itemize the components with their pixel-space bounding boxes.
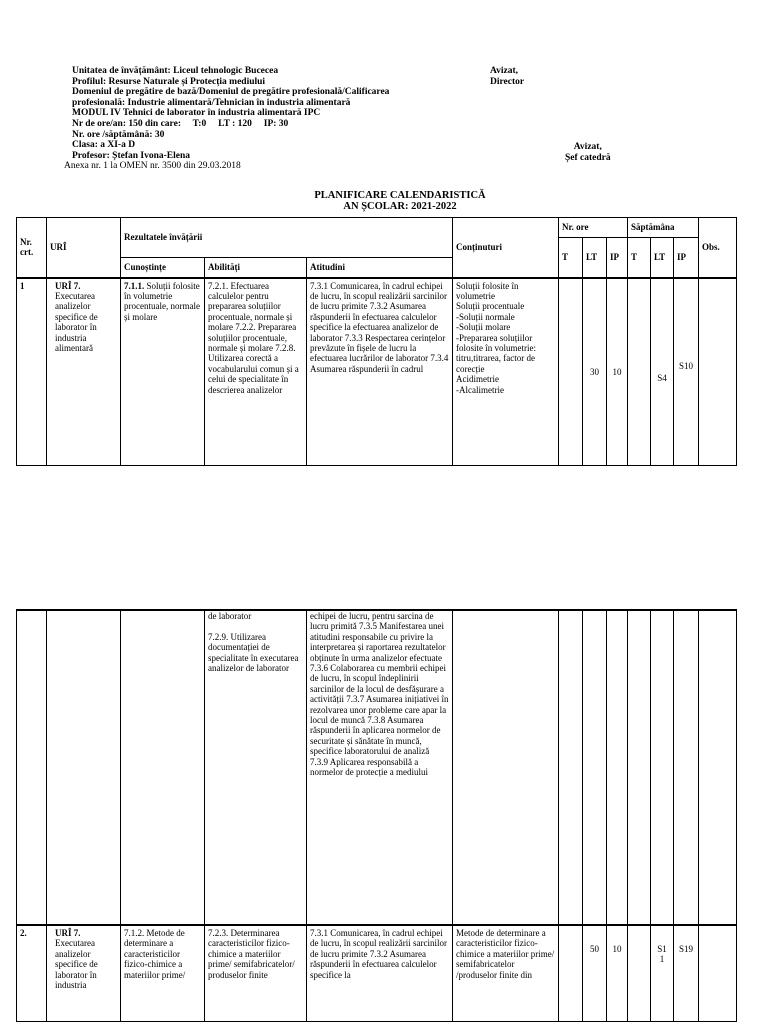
hours-ip: 10: [607, 925, 628, 1021]
obs-cell: [699, 925, 737, 1021]
hours-lt: [583, 610, 607, 925]
obs-cell: [699, 610, 737, 925]
table-row: [17, 925, 737, 1021]
week-lt: [651, 610, 674, 925]
header-nr-ore: Nr. ore: [559, 218, 628, 238]
document-header: [64, 66, 712, 172]
header-rezultate: Rezultatele învățării: [121, 218, 453, 258]
header-week-t: T: [628, 238, 651, 278]
document-title: [0, 190, 768, 212]
hours-t: [559, 925, 583, 1021]
uri-cell: [47, 278, 121, 466]
atitudini-cell: 7.3.1 Comunicarea, în cadrul echipei de lucru, în scopul realizării sarcinilor de lucru primite 7.3.2 Asumarea răspunderii în efectuarea calculelor specifice la: [307, 925, 453, 1021]
annex-reference: Anexa nr. 1 la OMEN nr. 3500 din 29.03.2018: [64, 161, 241, 172]
header-nr-crt: Nr. crt.: [17, 218, 47, 278]
atitudini-cell: echipei de lucru, pentru sarcina de lucru primită 7.3.5 Manifestarea unei atitudini responsabile cu privire la interpretarea și raportarea rezultatelor obținute în urma analizelor efectuate 7.3.6 Colaborarea cu membrii echipei de lucru, în scopul îndeplinirii sarcinilor de la locul de desfășurare a activității 7.3.7 Asumarea inițiativei în rezolvarea unor probleme care apar la locul de muncă 7.3.8 Asumarea răspunderii în aplicarea normelor de securitate și sănătate în muncă, specifice laboratorului de analiză 7.3.9 Aplicarea responsabilă a normelor de protecție a mediului: [307, 610, 453, 925]
approval-head-label: Avizat,: [573, 142, 602, 152]
row-number: 2.: [17, 925, 47, 1021]
continuturi-cell: Soluții folosite în volumetrie Soluții procentuale -Soluții normale -Soluții molare -Prepararea soluțiilor folosite în volumetrie: titru,titrarea, factor de corecție Acidimetrie -Alcalimetrie: [453, 278, 559, 466]
week-t: [628, 278, 651, 466]
header-week-lt: LT: [651, 238, 674, 278]
cunostinte-code: 7.1.1.: [124, 280, 145, 291]
header-saptamana: Săptămâna: [628, 218, 699, 238]
uri-cell: [47, 610, 121, 925]
header-atitudini: Atitudini: [307, 258, 453, 278]
domain-line-1: Domeniul de pregătire de bază/Domeniul de pregătire profesională/Calificarea: [72, 87, 390, 98]
cunostinte-cell: [121, 610, 205, 925]
approval-director: [490, 66, 524, 87]
table-row: [17, 278, 737, 466]
module: MODUL IV Tehnici de laborator în industria alimentară IPC: [72, 108, 321, 119]
hours-t: [559, 278, 583, 466]
row-number: [17, 610, 47, 925]
abilitati-cell: 7.2.3. Determinarea caracteristicilor fizico-chimice a materiilor prime/ semifabricatelor/ produselor finite: [205, 925, 307, 1021]
header-continuturi: Conținuturi: [453, 218, 559, 278]
title-line-2: AN ȘCOLAR: 2021-2022: [343, 201, 457, 212]
class: Clasa: a XI-a D: [72, 140, 136, 151]
continuturi-cell: Metode de determinare a caracteristicilor fizico-chimice a materiilor prime/ semifabricatelor /produselor finite din: [453, 925, 559, 1021]
week-ip: [674, 610, 699, 925]
header-obs: Obs.: [699, 218, 737, 278]
cunostinte-cell: [121, 278, 205, 466]
planning-table-page-1: [16, 217, 737, 466]
hours-t: [559, 610, 583, 925]
hours-per-week: Nr. ore /săptămână: 30: [72, 129, 165, 140]
uri-title: URÎ 7.: [55, 280, 81, 291]
table-row: [17, 610, 737, 925]
approval-head: [565, 142, 611, 163]
teacher: Profesor: Ștefan Ivona-Elena: [72, 150, 191, 161]
obs-cell: [699, 278, 737, 466]
continuturi-cell: [453, 610, 559, 925]
header-uri: URÎ: [47, 218, 121, 278]
cunostinte-text: Soluții folosite în volumetrie procentuale, normale și molare: [124, 280, 200, 322]
cunostinte-cell: 7.1.2. Metode de determinare a caracteristicilor fizico-chimice a materiilor prime/: [121, 925, 205, 1021]
header-cunostinte: Cunoștințe: [121, 258, 205, 278]
title-line-1: PLANIFICARE CALENDARISTICĂ: [314, 190, 486, 201]
header-ip: IP: [607, 238, 628, 278]
school-unit: Unitatea de învățământ: Liceul tehnologic Bucecea: [72, 66, 279, 76]
domain-line-2: profesională: Industrie alimentară/Tehnician în industria alimentară: [72, 97, 351, 108]
profile: Profilul: Resurse Naturale și Protecția mediului: [72, 76, 266, 87]
abilitati-cell: de laborator 7.2.9. Utilizarea documentației de specialitate în executarea analizelor de laborator: [205, 610, 307, 925]
header-lt: LT: [583, 238, 607, 278]
hours-ip: [607, 610, 628, 925]
uri-text: Executarea analizelor specifice de laborator în industria: [55, 938, 98, 991]
week-ip: S10: [674, 278, 699, 466]
atitudini-cell: 7.3.1 Comunicarea, în cadrul echipei de lucru, în scopul realizării sarcinilor de lucru primite 7.3.2 Asumarea răspunderii în efectuarea calculelor specifice la efectuarea analizelor de laborator 7.3.3 Respectarea cerințelor prevăzute în fișele de lucru la efectuarea lucrărilor de laborator 7.3.4 Asumarea răspunderii în cadrul: [307, 278, 453, 466]
week-lt: S1 1: [651, 925, 674, 1021]
approval-head-role: Șef catedră: [565, 152, 611, 163]
hours-lt: 30: [583, 278, 607, 466]
week-lt: S4: [651, 278, 674, 466]
week-t: [628, 610, 651, 925]
hours-lt: 50: [583, 925, 607, 1021]
header-t: T: [559, 238, 583, 278]
row-number: 1: [17, 278, 47, 466]
week-ip: S19: [674, 925, 699, 1021]
approval-director-role: Director: [490, 76, 525, 87]
hours-per-year: Nr de ore/an: 150 din care: T:0 LT : 120 IP: 30: [72, 118, 289, 129]
uri-cell: [47, 925, 121, 1021]
week-t: [628, 925, 651, 1021]
abilitati-cell: 7.2.1. Efectuarea calculelor pentru prepararea soluțiilor procentuale, normale și molare 7.2.2. Prepararea soluțiilor procentuale, normale și molare 7.2.8. Utilizarea corectă a vocabularului comun și a celui de specialitate în descrierea analizelor: [205, 278, 307, 466]
hours-ip: 10: [607, 278, 628, 466]
planning-table-page-2: [16, 609, 737, 1022]
uri-text: Executarea analizelor specifice de laborator în industria alimentară: [55, 290, 98, 353]
approval-director-label: Avizat,: [490, 66, 519, 76]
header-abilitati: Abilități: [205, 258, 307, 278]
header-week-ip: IP: [674, 238, 699, 278]
uri-title: URÎ 7.: [55, 928, 81, 938]
